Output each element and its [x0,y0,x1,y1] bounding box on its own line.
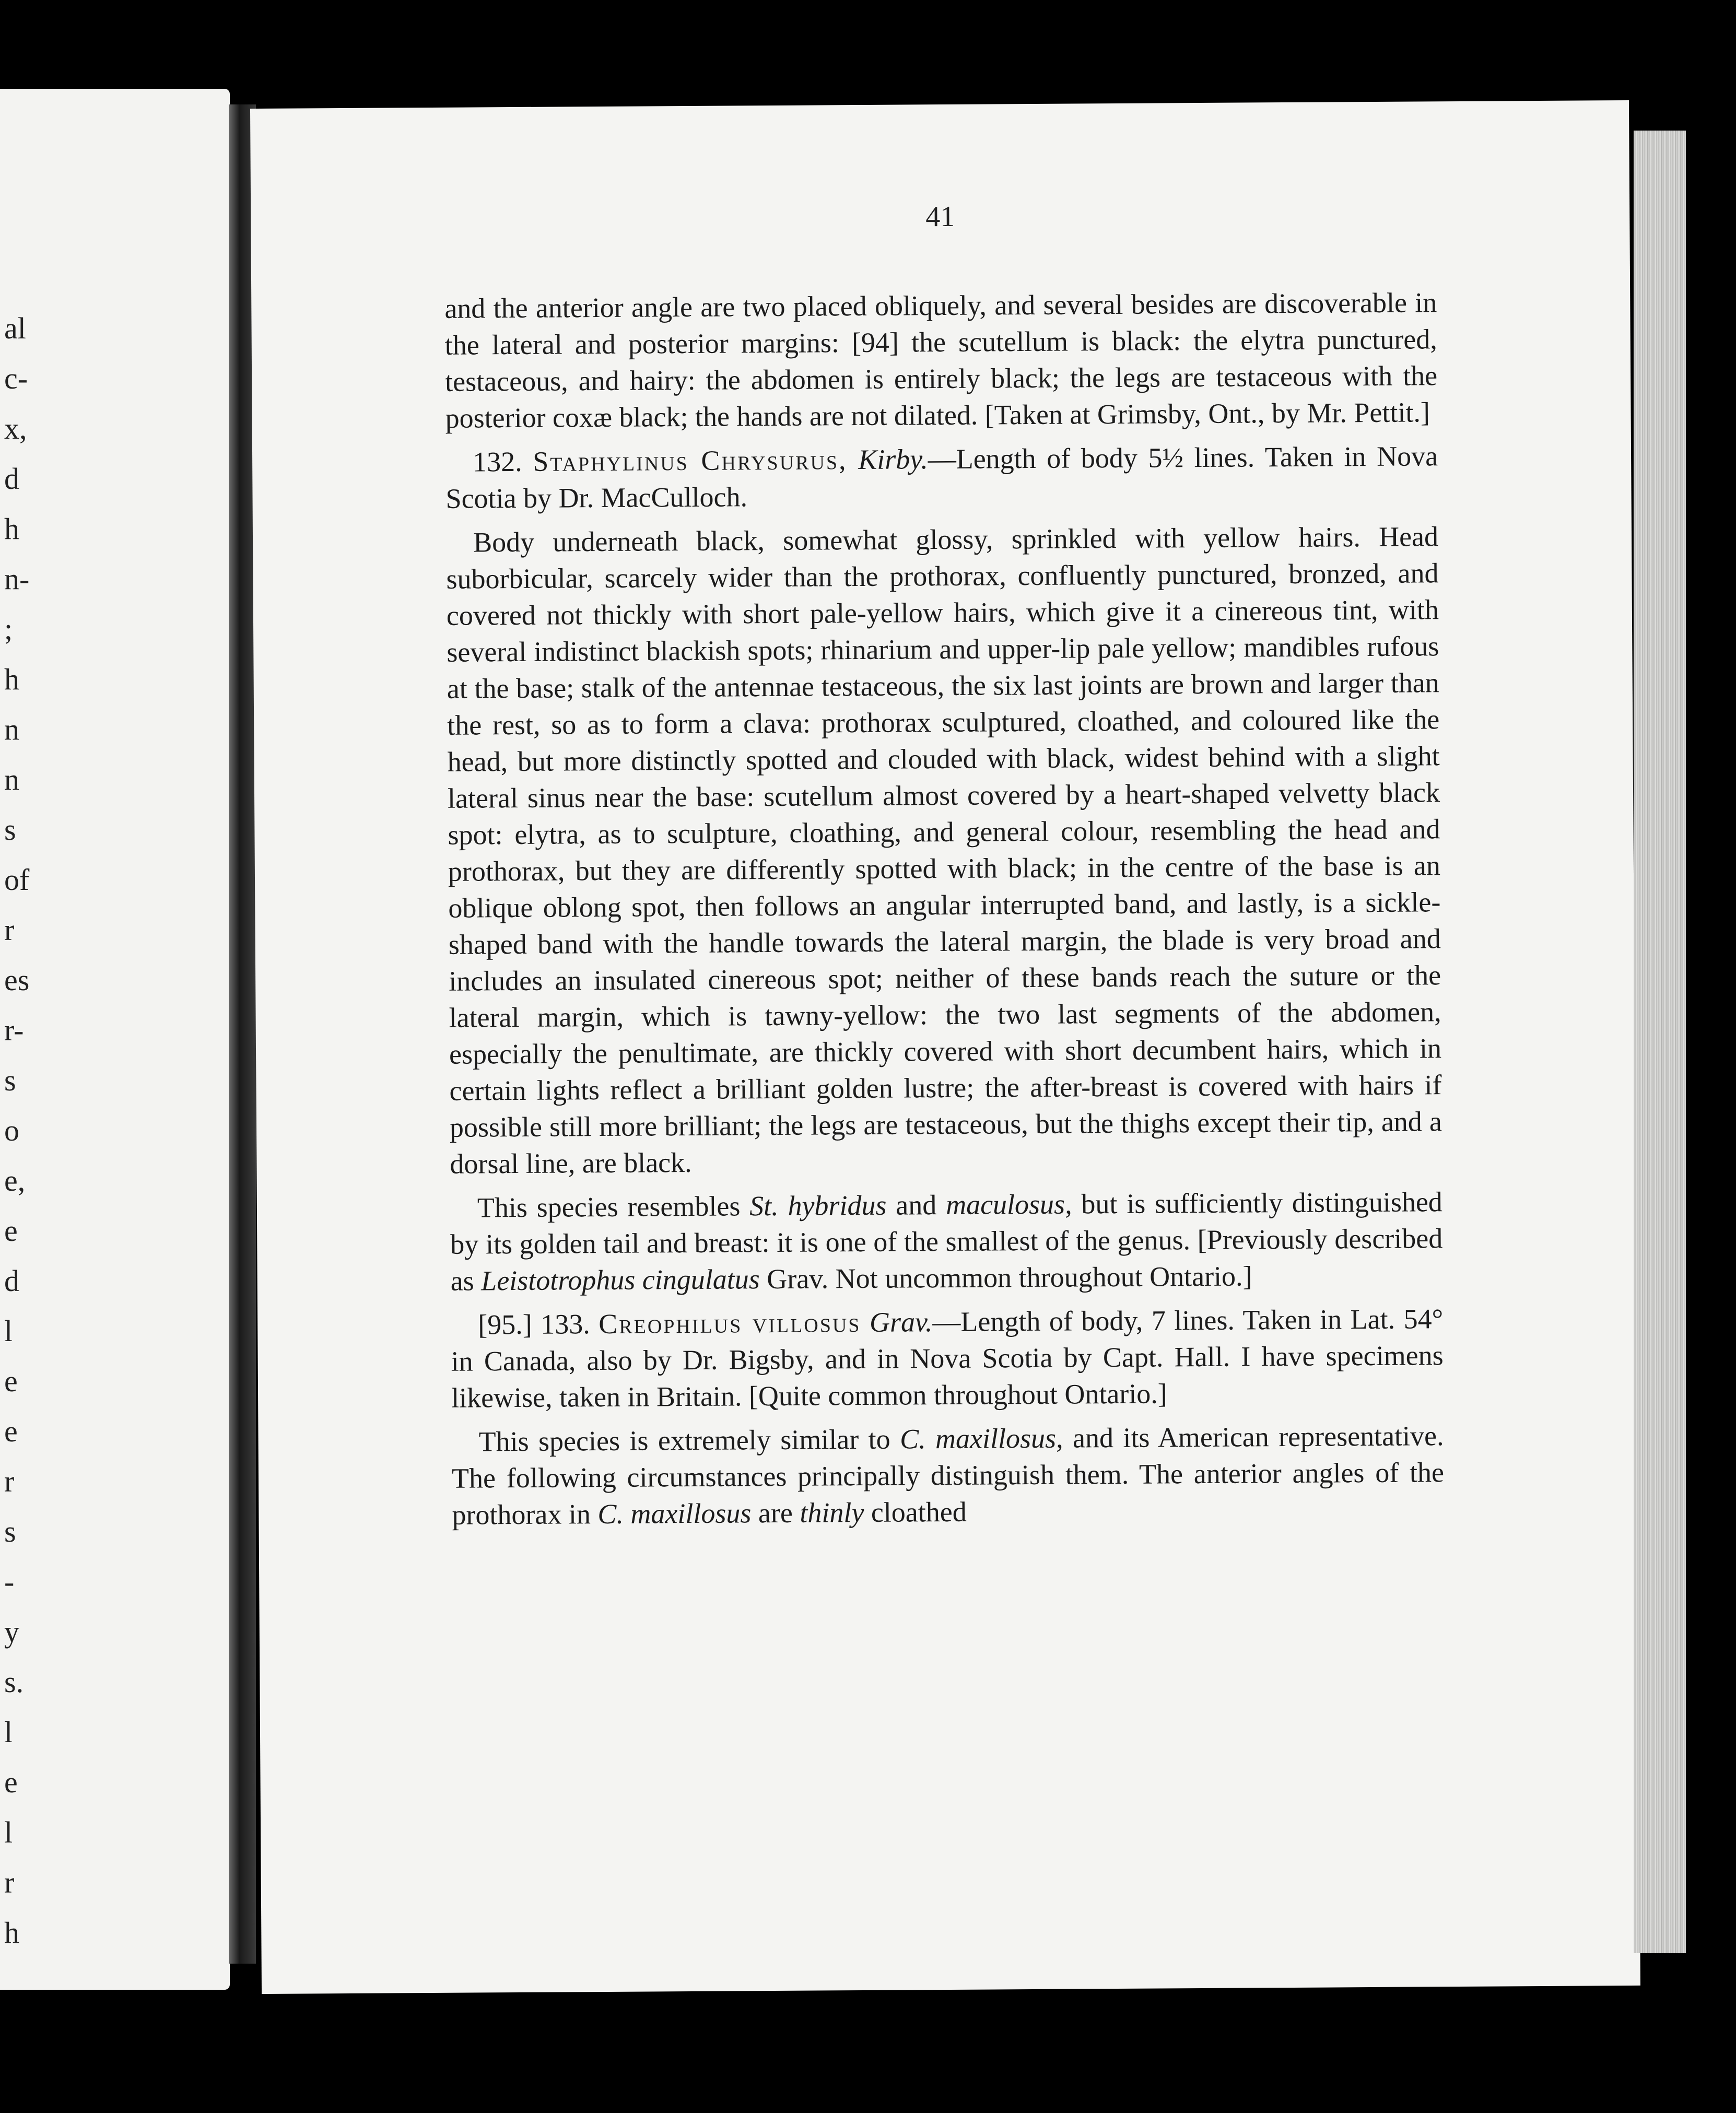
facing-page-fragment: r [4,1865,15,1899]
facing-page-fragment: e [4,1765,18,1799]
facing-page-fragment: h [4,1916,19,1950]
facing-page-fragment: n [4,712,19,746]
facing-page-fragment: es [4,963,30,997]
facing-page-fragment: r [4,1464,15,1498]
facing-page-fragment: d [4,462,19,496]
text-run: St. hybridus [749,1189,887,1222]
facing-page-fragment: of [4,863,30,897]
paragraph [444,284,1438,437]
page-edges [1634,131,1686,1953]
facing-page-fragment: - [4,1565,15,1599]
text-run: and the anterior angle are two placed obliquely, and several besides are discoverable in the lateral and posterior margins: [94] the scutellum is black: the elytra punctured, testaceous, and hairy: the abdomen is entirely black; the legs are testaceous with the posterior coxæ black; the hands are not dilated. [Taken at Grimsby, Ont., by Mr. Pettit.] [444,287,1438,434]
facing-page-fragment: l [4,1715,13,1749]
facing-page-fragment: l [4,1314,13,1348]
facing-page-fragment: e [4,1364,18,1398]
text-run: thinly [800,1496,864,1529]
facing-page-fragment: n- [4,562,30,596]
facing-page-fragment: o [4,1113,19,1147]
text-run [861,1307,870,1338]
text-run: [95.] 133. [478,1308,599,1341]
text-run: —Length of body 5½ lines. Taken in Nova Scotia by Dr. MacCulloch. [445,440,1438,514]
paragraphs [444,284,1445,1533]
text-run: —Length of body, 7 lines. Taken in Lat. 54° in Canada, also by Dr. Bigsby, and in Nova Scotia by Capt. Hall. I have specimens likewise, taken in Britain. [Quite common throughout Ontario.] [451,1303,1444,1414]
text-run: This species is extremely similar to [478,1423,900,1458]
paragraph [451,1417,1444,1533]
text-run: C. maxillosus [597,1497,752,1530]
book-page [250,100,1640,1994]
facing-page-fragment: al [4,311,26,345]
text-run: Body underneath black, somewhat glossy, sprinkled with yellow hairs. Head suborbicular, scarcely wider than the prothorax, confluently punctured, bronzed, and covered not thickly with short pale-yellow hairs, which give it a cinereous tint, with several indistinct blackish spots; rhinarium and upper-lip pale yellow; mandibles rufous at the base; stalk of the antennae testaceous, the six last joints are brown and larger than the rest, so as to form a clava: prothorax sculptured, cloathed, and coloured like the head, but more distinctly spotted and clouded with black, widest behind with a slight lateral sinus near the base: scutellum almost covered by a heart-shaped velvetty black spot: elytra, as to sculpture, cloathing, and general colour, resembling the head and prothorax, but they are differently spotted with black; in the centre of the base is an oblique oblong spot, then follows an angular interrupted band, and lastly, is a sickle-shaped band with the handle towards the lateral margin, the blade is very broad and includes an insulated cinereous spot; neither of these bands reach the suture or the lateral margin, which is tawny-yellow: the two last segments of the abdomen, especially the penultimate, are thickly covered with short decumbent hairs, which in certain lights reflect a brilliant golden lustre; the after-breast is covered with hairs if possible still more brilliant; the legs are testaceous, but the thighs except their tip, and a dorsal line, are black. [446,521,1442,1180]
facing-page-fragment: x, [4,412,27,445]
paragraph [445,438,1438,517]
facing-page-fragment: ; [4,612,13,646]
text-run: cloathed [864,1496,967,1528]
facing-page [0,89,230,1990]
facing-page-fragment: d [4,1264,19,1298]
text-run: are [751,1497,800,1529]
facing-page-fragment: s [4,1515,16,1548]
text-run [847,444,858,475]
facing-page-fragment: r [4,913,15,947]
paragraph [446,518,1442,1182]
facing-page-fragment: e, [4,1164,26,1198]
facing-page-fragment: r- [4,1013,24,1047]
facing-page-fragment: e [4,1414,18,1448]
facing-page-fragment: h [4,512,19,546]
text-run: and [886,1189,946,1221]
text-run: C. maxillosus, [899,1422,1063,1455]
facing-page-fragment: s [4,1063,16,1097]
facing-page-fragment: e [4,1214,18,1248]
text-run: maculosus, [945,1188,1072,1220]
text-run: Kirby. [858,443,928,475]
text-run: Staphylinus Chrysurus, [533,444,848,477]
text-run: This species resembles [477,1190,750,1224]
facing-page-fragment: c- [4,361,28,395]
facing-page-fragment: n [4,762,19,796]
facing-page-fragment: s [4,813,16,847]
text-run: 132. [472,445,533,478]
text-run: but is sufficiently distinguished by its golden tail and breast: it is one of the smallest of the genus. [Previously described as [450,1186,1443,1297]
text-run: Grav. Not uncommon throughout Ontario.] [759,1260,1252,1295]
text-run: Grav. [869,1306,933,1338]
facing-page-fragment: y [4,1615,19,1649]
text-run: and its American representative. The following circumstances principally distinguish them. The anterior angles of the prothorax in [451,1420,1445,1531]
paragraph [451,1300,1444,1416]
facing-page-fragment: h [4,662,19,696]
text-run: Creophilus villosus [599,1306,861,1340]
facing-page-fragment: l [4,1815,13,1849]
page-text [444,200,1445,1533]
facing-page-text-fragments [4,89,30,1990]
page-number: 41 [925,200,955,233]
paragraph [450,1183,1443,1299]
text-run: Leistotrophus cingulatus [481,1263,760,1297]
facing-page-fragment: s. [4,1665,24,1699]
